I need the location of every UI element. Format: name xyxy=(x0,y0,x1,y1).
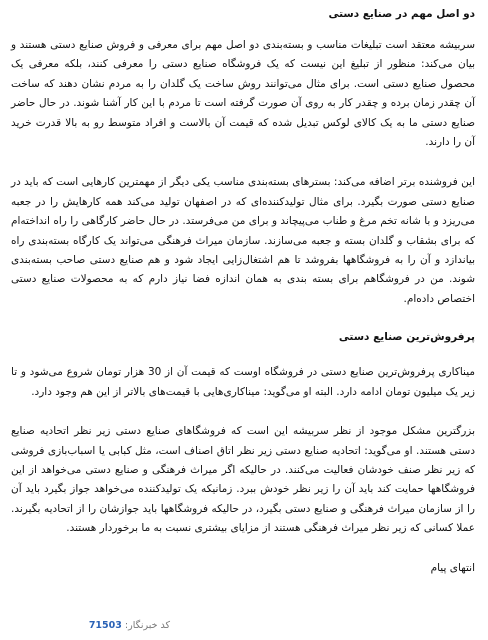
paragraph-advertising: سربیشه معتقد است تبلیغات مناسب و بسته‌بندی دو اصل مهم برای معرفی و فروش صنایع دستی هستند و بیان می‌کند: منظور از تبلیغ این نیست که یک فروشگاه صنایع دستی را معرفی کنند، بلکه معرفی یک محصول صنایع دستی است. برای مثال می‌توانند روش ساخت یک گلدان را به مردم نشان دهند که ساخت آن چقدر زمان برده و چقدر کار به روی آن صورت گرفته است تا مردم با این کار آشنا شوند. در حال حاضر صنایع دستی ما به یک کالای لوکس تبدیل شده که قیمت آن بالاست و افراد متوسط رو به بالا قدرت خرید آن را دارند. xyxy=(11,39,475,149)
paragraph-problem: بزرگترین مشکل موجود از نظر سربیشه این است که فروشگاهای صنایع دستی زیر نظر اتحادیه صنایع دستی هستند. او می‌گوید: اتحادیه صنایع دستی زیر نظر اتاق اصناف است، مثل کبابی یا اسباب‌بازی فروشی که زیر نظر صنف خودشان فعالیت می‌کنند. در حالیکه اگر میراث فرهنگی و صنایع دستی می‌خواهد از این فروشگاهها حمایت کند باید آن را زیر نظر خودش ببرد. زمانیکه یک تولیدکننده می‌خواهد جواز بگیرد باید آن را از سازمان میراث فرهنگی و صنایع دستی بگیرد، در حالیکه فروشگاهها باید جوازشان را از اتحادیه بگیرند. عملا کسانی که زیر نظر میراث فرهنگی هستند از مزایای بیشتری نسبت به ما برخوردار هستند. xyxy=(11,425,475,535)
section-subheading: پرفروش‌ترین صنایع دستی xyxy=(338,331,475,344)
paragraph-bestseller: میناکاری پرفروش‌ترین صنایع دستی در فروشگاه اوست که قیمت آن از 30 هزار تومان شروع می‌شود و تا زیر یک میلیون تومان ادامه دارد. البته او می‌گوید: میناکاری‌هایی با قیمت‌های بالاتر از این هم وجود دارد. xyxy=(11,366,475,398)
reporter-code-value: 71503 xyxy=(88,620,122,631)
end-of-message: انتهای پیام xyxy=(430,561,475,574)
paragraph-packaging: این فروشنده برتر اضافه می‌کند: بسترهای بسته‌بندی مناسب یکی دیگر از مهمترین کارهایی است که باید در صنایع دستی صورت بگیرد. برای مثال تولیدکننده‌ای که در اصفهان تولید می‌کند همه کارهایش را در جعبه می‌ریزد و با شانه تخم مرغ و طناب می‌پیچاند و برای من می‌فرستد. در حال حاضر کارگاهی را راه انداخته‌ام که برای بشقاب و گلدان بسته و جعبه می‌سازند. سازمان میراث فرهنگی می‌تواند یک کارگاه بسته‌بندی راه بیاندازد و آن را به فروشگاهها بفروشد تا هم اشتغال‌زایی ایجاد شود و هم صنایع دستی صاحب بسته‌بندی شوند. من در فروشگاهم برای بسته بندی به همان اندازه فضا نیاز دارم که به محصولات صنایع دستی اختصاص داده‌ام. xyxy=(11,176,475,305)
section-heading: دو اصل مهم در صنایع دستی xyxy=(328,8,475,20)
reporter-code-label: کد خبرنگار: xyxy=(124,620,170,631)
reporter-code xyxy=(89,619,170,633)
